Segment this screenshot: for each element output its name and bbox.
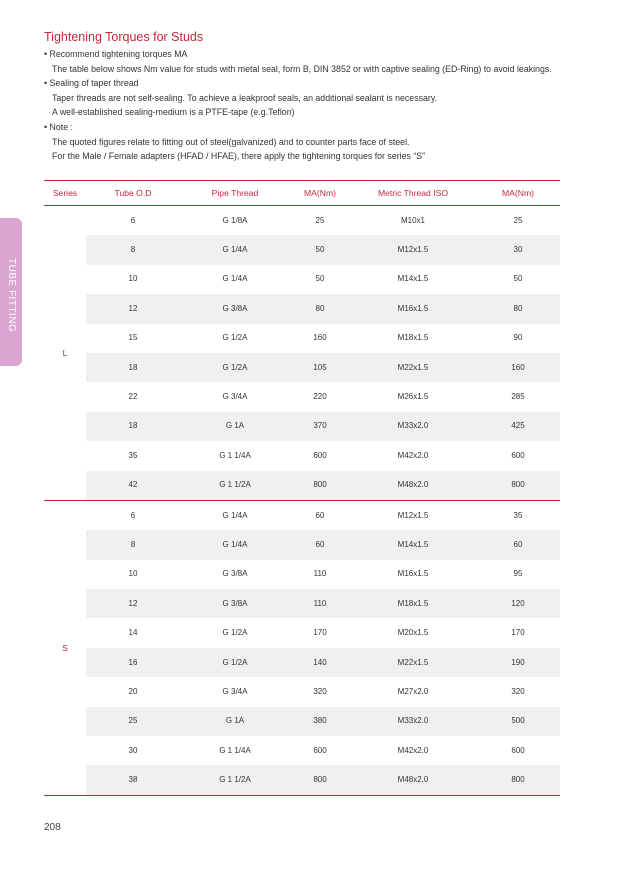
cell-ma-metric: 170	[511, 628, 525, 638]
cell-ma-pipe: 50	[315, 245, 325, 255]
cell-tube-od: 18	[128, 362, 138, 372]
cell-metric-thread: M27x2.0	[397, 686, 429, 696]
cell-ma-pipe: 600	[313, 450, 327, 460]
header-ma-pipe: MA(Nm)	[304, 188, 336, 198]
cell-ma-metric: 320	[511, 686, 525, 696]
cell-ma-metric: 800	[511, 480, 525, 490]
cell-metric-thread: M12x1.5	[397, 510, 429, 520]
cell-ma-metric: 600	[511, 745, 525, 755]
cell-ma-metric: 35	[513, 510, 523, 520]
table-row	[86, 441, 560, 470]
section-title: Tightening Torques for Studs	[44, 30, 204, 44]
note-line: • Recommend tightening torques MA	[44, 49, 188, 59]
table-row	[86, 707, 560, 736]
cell-ma-metric: 80	[513, 303, 523, 313]
cell-metric-thread: M48x2.0	[397, 480, 429, 490]
series-label: S	[62, 642, 68, 653]
cell-ma-pipe: 320	[313, 686, 327, 696]
cell-tube-od: 8	[130, 245, 136, 255]
cell-metric-thread: M42x2.0	[397, 745, 429, 755]
table-row	[86, 560, 560, 589]
cell-ma-metric: 160	[511, 362, 525, 372]
notes-block	[44, 47, 584, 164]
cell-metric-thread: M42x2.0	[397, 450, 429, 460]
table-row	[86, 265, 560, 294]
table-header	[44, 180, 560, 206]
cell-pipe-thread: G 1/4A	[222, 510, 248, 520]
cell-tube-od: 38	[128, 775, 138, 785]
side-tab-label: TUBE FITTING	[6, 258, 17, 333]
cell-pipe-thread: G 1/8A	[222, 215, 248, 225]
cell-ma-metric: 190	[511, 657, 525, 667]
table-row	[86, 589, 560, 618]
series-group	[44, 501, 560, 796]
cell-pipe-thread: G 1/2A	[222, 333, 248, 343]
cell-metric-thread: M20x1.5	[397, 628, 429, 638]
cell-ma-pipe: 220	[313, 392, 327, 402]
note-line: • Note :	[44, 121, 73, 132]
cell-tube-od: 18	[128, 421, 138, 431]
cell-ma-pipe: 25	[315, 215, 325, 225]
cell-pipe-thread: G 1A	[225, 716, 245, 726]
series-label: L	[62, 347, 68, 358]
cell-pipe-thread: G 3/8A	[222, 569, 248, 579]
cell-metric-thread: M12x1.5	[397, 245, 429, 255]
cell-ma-pipe: 170	[313, 628, 327, 638]
table-row	[86, 294, 560, 323]
cell-ma-pipe: 800	[313, 775, 327, 785]
cell-ma-metric: 30	[513, 245, 523, 255]
table-row	[86, 324, 560, 353]
header-ma-metric: MA(Nm)	[502, 188, 534, 198]
cell-tube-od: 15	[128, 333, 138, 343]
note-line: For the Male / Female adapters (HFAD / HFAE), there apply the tightening torques for series “S”	[52, 151, 426, 162]
cell-ma-metric: 50	[513, 274, 523, 284]
cell-ma-pipe: 800	[313, 480, 327, 490]
cell-ma-metric: 25	[513, 215, 523, 225]
table-row	[86, 648, 560, 677]
cell-ma-metric: 95	[513, 569, 523, 579]
cell-ma-pipe: 50	[315, 274, 325, 284]
cell-pipe-thread: G 1 1/2A	[219, 480, 251, 490]
note-line: The quoted figures relate to fitting out of steel(galvanized) and to counter parts face of steel.	[52, 136, 410, 147]
cell-ma-metric: 500	[511, 716, 525, 726]
note-line: The table below shows Nm value for studs with metal seal, form B, DIN 3852 or with captive sealing (ED-Ring) to avoid leakings.	[52, 63, 552, 74]
table-row	[86, 471, 560, 500]
header-series: Series	[52, 188, 78, 198]
cell-tube-od: 14	[128, 628, 138, 638]
cell-ma-pipe: 60	[315, 510, 325, 520]
table-row	[86, 382, 560, 411]
cell-metric-thread: M22x1.5	[397, 362, 429, 372]
torque-table	[44, 180, 560, 796]
cell-metric-thread: M26x1.5	[397, 392, 429, 402]
cell-ma-pipe: 60	[315, 539, 325, 549]
cell-pipe-thread: G 1/4A	[222, 539, 248, 549]
cell-pipe-thread: G 3/4A	[222, 392, 248, 402]
cell-metric-thread: M33x2.0	[397, 421, 429, 431]
cell-pipe-thread: G 1/2A	[222, 657, 248, 667]
cell-tube-od: 6	[130, 215, 136, 225]
cell-tube-od: 12	[128, 303, 138, 313]
cell-tube-od: 8	[130, 539, 136, 549]
note-line: • Sealing of taper thread	[44, 78, 139, 89]
cell-tube-od: 42	[128, 480, 138, 490]
table-row	[86, 501, 560, 530]
table-row	[86, 765, 560, 794]
cell-tube-od: 6	[130, 510, 136, 520]
cell-tube-od: 35	[128, 450, 138, 460]
cell-tube-od: 10	[128, 569, 138, 579]
header-pipe-thread: Pipe Thread	[211, 188, 259, 198]
series-group	[44, 206, 560, 501]
cell-tube-od: 30	[128, 745, 138, 755]
cell-ma-pipe: 110	[313, 569, 327, 579]
cell-pipe-thread: G 3/8A	[222, 598, 248, 608]
cell-tube-od: 22	[128, 392, 138, 402]
cell-ma-pipe: 600	[313, 745, 327, 755]
cell-ma-pipe: 80	[315, 303, 325, 313]
cell-pipe-thread: G 1/2A	[222, 362, 248, 372]
cell-metric-thread: M14x1.5	[397, 539, 429, 549]
cell-ma-metric: 800	[511, 775, 525, 785]
table-row	[86, 206, 560, 235]
cell-tube-od: 10	[128, 274, 138, 284]
cell-tube-od: 16	[128, 657, 138, 667]
cell-pipe-thread: G 1 1/4A	[219, 745, 251, 755]
cell-metric-thread: M48x2.0	[397, 775, 429, 785]
cell-ma-metric: 285	[511, 392, 525, 402]
cell-metric-thread: M33x2.0	[397, 716, 429, 726]
cell-pipe-thread: G 1/4A	[222, 245, 248, 255]
cell-pipe-thread: G 1 1/4A	[219, 450, 251, 460]
cell-pipe-thread: G 1/4A	[222, 274, 248, 284]
cell-ma-pipe: 110	[313, 598, 327, 608]
cell-tube-od: 25	[128, 716, 138, 726]
table-row	[86, 412, 560, 441]
cell-tube-od: 20	[128, 686, 138, 696]
cell-ma-metric: 90	[513, 333, 523, 343]
cell-metric-thread: M18x1.5	[397, 598, 429, 608]
table-row	[86, 235, 560, 264]
cell-tube-od: 12	[128, 598, 138, 608]
cell-metric-thread: M18x1.5	[397, 333, 429, 343]
cell-ma-metric: 425	[511, 421, 525, 431]
page-number: 208	[44, 822, 61, 833]
table-row	[86, 677, 560, 706]
cell-ma-metric: 120	[511, 598, 525, 608]
cell-pipe-thread: G 3/8A	[222, 303, 248, 313]
cell-metric-thread: M16x1.5	[397, 569, 429, 579]
cell-pipe-thread: G 1/2A	[222, 628, 248, 638]
cell-metric-thread: M10x1	[400, 215, 425, 225]
cell-ma-metric: 60	[513, 539, 523, 549]
cell-ma-metric: 600	[511, 450, 525, 460]
cell-ma-pipe: 370	[313, 421, 327, 431]
table-row	[86, 530, 560, 559]
cell-ma-pipe: 160	[313, 333, 327, 343]
cell-metric-thread: M14x1.5	[397, 274, 429, 284]
table-row	[86, 736, 560, 765]
cell-ma-pipe: 105	[313, 362, 327, 372]
cell-pipe-thread: G 1A	[225, 421, 245, 431]
header-tube-od: Tube O.D	[114, 188, 152, 198]
cell-ma-pipe: 140	[313, 657, 327, 667]
cell-metric-thread: M22x1.5	[397, 657, 429, 667]
table-body	[44, 206, 560, 796]
table-row	[86, 618, 560, 647]
cell-pipe-thread: G 3/4A	[222, 686, 248, 696]
note-line: Taper threads are not self-sealing. To achieve a leakproof seals, an additional sealant is necessary.	[52, 92, 438, 103]
cell-metric-thread: M16x1.5	[397, 303, 429, 313]
table-row	[86, 353, 560, 382]
header-metric-thread: Metric Thread ISO	[377, 188, 449, 198]
cell-ma-pipe: 380	[313, 716, 327, 726]
note-line: A well-established sealing-medium is a PTFE-tape (e.g.Teflon)	[52, 107, 295, 118]
cell-pipe-thread: G 1 1/2A	[219, 775, 251, 785]
